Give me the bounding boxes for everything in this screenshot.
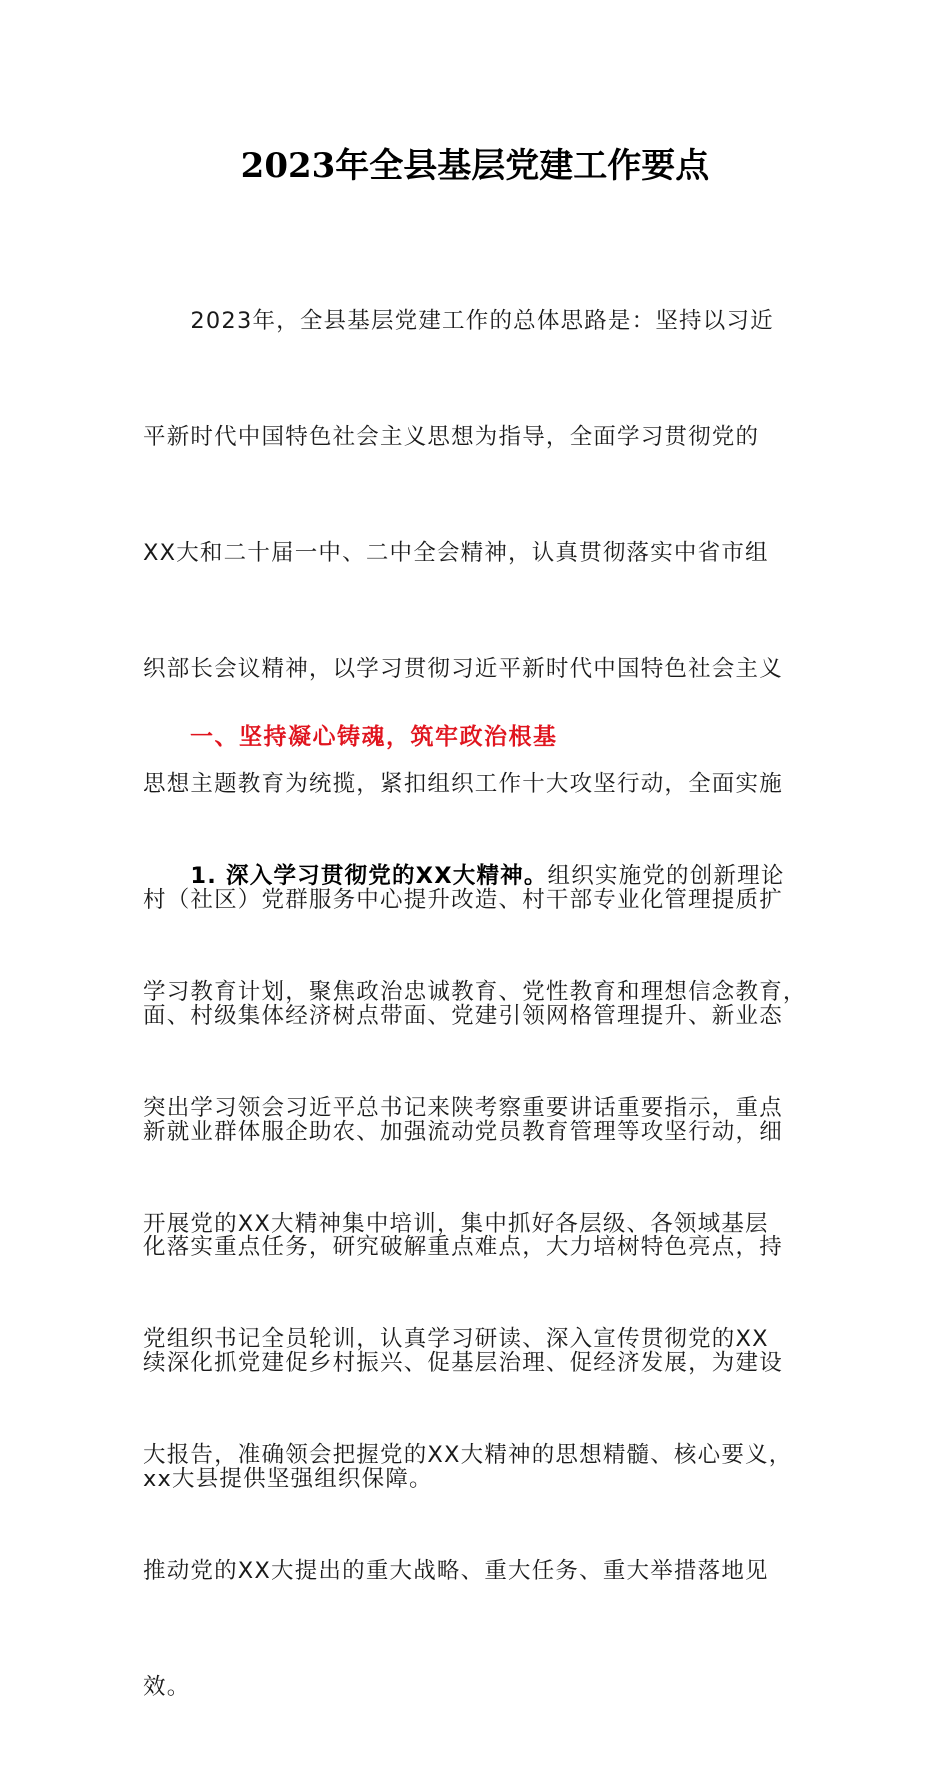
item-line: 党组织书记全员轮训，认真学习研读、深入宣传贯彻党的XX <box>143 1326 769 1353</box>
intro-line: 续深化抓党建促乡村振兴、促基层治理、促经济发展，为建设 <box>143 1350 783 1377</box>
item-first-line-rest: 组织实施党的创新理论 <box>547 863 785 890</box>
item-first-line <box>143 857 821 896</box>
section-heading: 一、坚持凝心铸魂，筑牢政治根基 <box>190 724 558 750</box>
intro-line: 新就业群体服企助农、加强流动党员教育管理等攻坚行动，细 <box>143 1118 783 1145</box>
item-line: 突出学习领会习近平总书记来陕考察重要讲话重要指示，重点 <box>143 1094 783 1121</box>
intro-line: XX大和二十届一中、二中全会精神，认真贯彻落实中省市组 <box>143 539 769 566</box>
intro-line: xx大县提供坚强组织保障。 <box>143 1466 433 1492</box>
intro-line: 面、村级集体经济树点带面、党建引领网格管理提升、新业态 <box>143 1002 783 1029</box>
intro-line: 化落实重点任务，研究破解重点难点，大力培树特色亮点，持 <box>143 1234 783 1261</box>
item-paragraph <box>143 780 821 1783</box>
item-line: 推动党的XX大提出的重大战略、重大任务、重大举措落地见 <box>143 1557 769 1584</box>
item-line: 学习教育计划，聚焦政治忠诚教育、党性教育和理想信念教育， <box>143 978 807 1005</box>
intro-line: 2023年，全县基层党建工作的总体思路是：坚持以习近 <box>143 308 774 335</box>
document-title: 2023年全县基层党建工作要点 <box>240 146 710 186</box>
intro-line: 思想主题教育为统揽，紧扣组织工作十大攻坚行动，全面实施 <box>143 771 783 798</box>
item-line: 效。 <box>143 1673 191 1700</box>
intro-line: 平新时代中国特色社会主义思想为指导，全面学习贯彻党的 <box>143 423 760 450</box>
item-lead: 1. 深入学习贯彻党的XX大精神。 <box>190 863 548 890</box>
item-line: 开展党的XX大精神集中培训，集中抓好各层级、各领域基层 <box>143 1210 769 1237</box>
item-line: 大报告，准确领会把握党的XX大精神的思想精髓、核心要义， <box>143 1442 793 1469</box>
intro-line: 织部长会议精神，以学习贯彻习近平新时代中国特色社会主义 <box>143 655 783 682</box>
intro-line: 村（社区）党群服务中心提升改造、村干部专业化管理提质扩 <box>143 887 783 914</box>
